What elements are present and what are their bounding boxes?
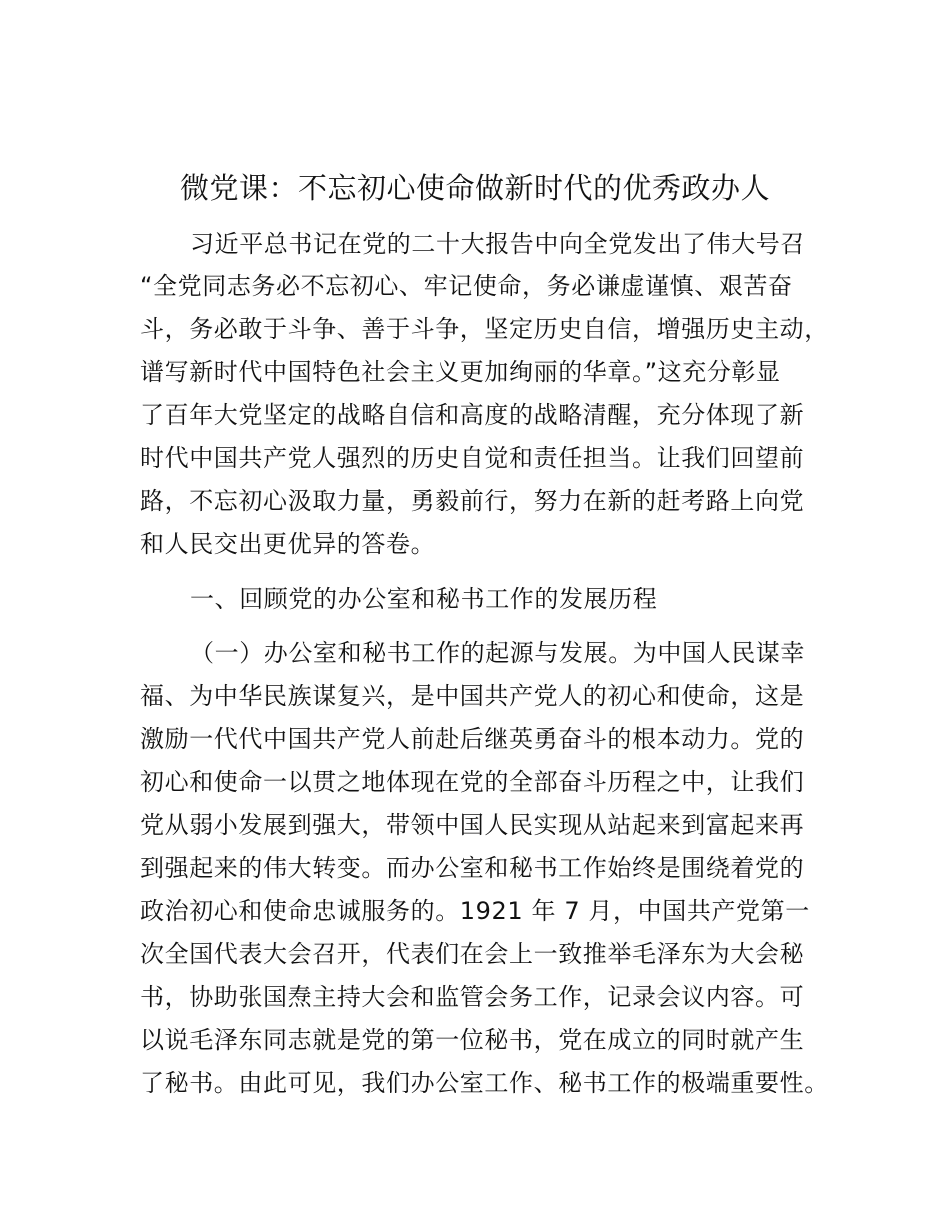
paragraph-line: 习近平总书记在党的二十大报告中向全党发出了伟大号召	[190, 230, 805, 258]
paragraph-line: 到强起来的伟大转变。而办公室和秘书工作始终是围绕着党的	[140, 854, 805, 882]
paragraph-line: 以说毛泽东同志就是党的第一位秘书，党在成立的同时就产生	[140, 1026, 805, 1054]
paragraph-line: 激励一代代中国共产党人前赴后继英勇奋斗的根本动力。党的	[140, 725, 805, 753]
paragraph-line: 斗，务必敢于斗争、善于斗争，坚定历史自信，增强历史主动，	[140, 315, 829, 343]
paragraph-line: 政治初心和使命忠诚服务的。1921 年 7 月，中国共产党第一	[140, 897, 810, 925]
paragraph-line: 路，不忘初心汲取力量，勇毅前行，努力在新的赶考路上向党	[140, 487, 805, 515]
paragraph-line: 初心和使命一以贯之地体现在党的全部奋斗历程之中，让我们	[140, 768, 805, 796]
paragraph-line: 时代中国共产党人强烈的历史自觉和责任担当。让我们回望前	[140, 444, 805, 472]
document-title: 微党课：不忘初心使命做新时代的优秀政办人	[179, 171, 770, 205]
paragraph-line: 和人民交出更优异的答卷。	[140, 530, 436, 558]
paragraph-line: 福、为中华民族谋复兴，是中国共产党人的初心和使命，这是	[140, 682, 805, 710]
paragraph-line: 了秘书。由此可见，我们办公室工作、秘书工作的极端重要性。	[140, 1069, 829, 1097]
paragraph-line: （一）办公室和秘书工作的起源与发展。为中国人民谋幸	[190, 639, 805, 667]
section-heading: 一、回顾党的办公室和秘书工作的发展历程	[190, 585, 658, 613]
paragraph-line: 了百年大党坚定的战略自信和高度的战略清醒，充分体现了新	[140, 401, 805, 429]
paragraph-line: 次全国代表大会召开，代表们在会上一致推举毛泽东为大会秘	[140, 940, 805, 968]
paragraph-line: “全党同志务必不忘初心、牢记使命，务必谦虚谨慎、艰苦奋	[140, 272, 793, 300]
paragraph-line: 谱写新时代中国特色社会主义更加绚丽的华章。”这充分彰显	[140, 358, 781, 386]
paragraph-line: 书，协助张国焘主持大会和监管会务工作，记录会议内容。可	[140, 983, 805, 1011]
paragraph-line: 党从弱小发展到强大，带领中国人民实现从站起来到富起来再	[140, 811, 805, 839]
